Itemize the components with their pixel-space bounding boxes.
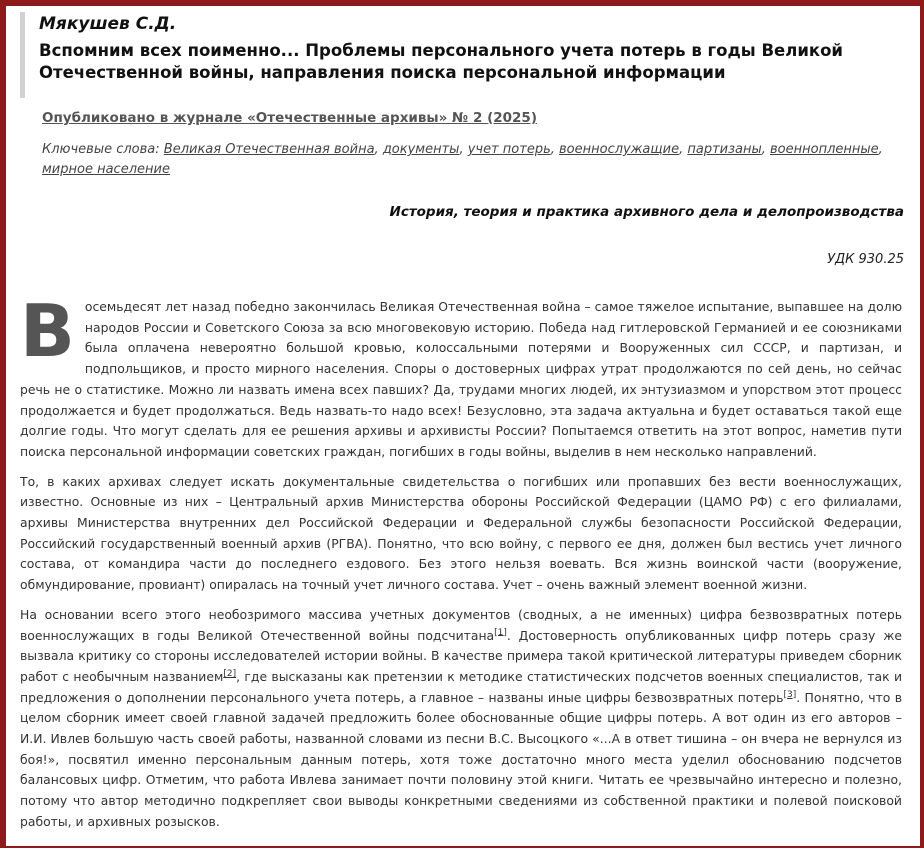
section-heading: История, теория и практика архивного дела и делопроизводства [389, 204, 904, 220]
footnote-ref[interactable] [783, 690, 796, 700]
article-title: Вспомним всех поименно... Проблемы персонального учета потерь в годы Великой Отечественной войны, направления поиска персональной информации [39, 41, 843, 82]
paragraph-text: осемьдесят лет назад победно закончилась Великая Отечественная война – самое тяжелое испытание, выпавшее на долю народов России и Советского Союза за всю многовековую историю. Победа над гитлеровской Германией и ее союзниками была оплачена невероятно большой кровью, колоссальными потерями и Вооруженных сил СССР, и партизан, и подпольщиков, и просто мирного населения. Споры о достоверных цифрах утрат продолжаются по сей день, но сейчас речь не о статистике. Можно ли назвать имена всех павших? Да, трудами многих людей, их энтузиазмом и упорством этот процесс продолжается и будет продолжаться. Ведь назвать-то надо всех! Безусловно, эта задача актуальна и будет оставаться такой еще долгие годы. Что могут сделать для ее решения архивы и архивисты России? Попытаемся ответить на этот вопрос, наметив пути поиска персональной информации советских граждан, погибших в годы войны, выделив в нем несколько направлений. [20, 299, 902, 459]
footnote-link[interactable]: [1] [494, 627, 507, 638]
paragraph-text: . Понятно, что в целом сборник имеет своей главной задачей предложить более обоснованные общие цифры потерь. А вот один из его авторов – И.И. Ивлев большую часть своей работы, названной словами из песни В.С. Высоцкого «...А в ответ тишина – он вчера не вернулся из боя!», посвятил именно персональным данным потерь, хотя тоже достаточно много места уделил обоснованию подсчетов балансовых цифр. Отметим, что работа Ивлева занимает почти половину этой книги. Читать ее чрезвычайно интересно и полезно, потому что автор методично подкрепляет свои выводы конкретными сведениями из собственной практики и полевой поисковой работы, и архивных розысков. [20, 689, 902, 829]
footnote-ref[interactable] [494, 627, 507, 637]
keyword-link[interactable]: партизаны [687, 142, 762, 157]
paragraph-text: , где высказаны как претензии к методике статистических подсчетов военных специалистов, так и предложения о дополнении персонального учета потерь, а главное – названы иные цифры безвозвратных потерь [20, 668, 902, 705]
footnote-ref[interactable] [223, 669, 236, 679]
footnote-link[interactable]: [3] [783, 689, 797, 700]
article-header [20, 12, 900, 98]
udk-code: УДК 930.25 [827, 252, 904, 267]
paragraph-2: То, в каких архивах следует искать документальные свидетельства о погибших или пропавших без вести военнослужащих, известно. Основные из них – Центральный архив Министерства обороны Российской Федерации (ЦАМО РФ) с его филиалами, архивы Министерства внутренних дел Российской Федерации и Федеральной службы безопасности Российской Федерации, Российский государственный военный архив (РГВА). Понятно, что всю войну, с первого ее дня, должен был вестись учет личного состава, от командира части до последнего ездового. Без этого нельзя воевать. Вся жизнь воинской части (вооружение, обмундирование, провиант) опиралась на точный учет личного состава. Учет – очень важный элемент военной жизни. [20, 473, 902, 593]
keywords: Ключевые слова: Великая Отечественная война, документы, учет потерь, военнослужащие, партизаны, военнопленные, мирное население [42, 142, 883, 177]
keyword-link[interactable]: учет потерь [467, 142, 551, 157]
journal-link[interactable]: Опубликовано в журнале «Отечественные архивы» № 2 (2025) [42, 110, 537, 126]
keyword-link[interactable]: Великая Отечественная война [163, 142, 375, 157]
footnote-link[interactable]: [2] [223, 668, 237, 679]
paragraph-1 [20, 289, 902, 463]
article-body [20, 289, 902, 842]
author-name: Мякушев С.Д. [39, 14, 177, 34]
keyword-link[interactable]: военнопленные [770, 142, 879, 157]
keywords-label: Ключевые слова: [42, 142, 160, 157]
keyword-link[interactable]: документы [382, 142, 460, 157]
paragraph-text: . Достоверность опубликованных цифр потерь сразу же вызвала критику со стороны исследователей истории войны. В качестве примера такой критической литературы приведем сборник работ с необычным названием [20, 627, 902, 684]
drop-cap: В [20, 289, 75, 373]
paragraph-text: На основании всего этого необозримого массива учетных документов (сводных, а не именных) цифра безвозвратных потерь военнослужащих в годы Великой Отечественной войны подсчитана [20, 606, 902, 643]
keyword-link[interactable]: мирное население [42, 162, 170, 177]
keyword-link[interactable]: военнослужащие [559, 142, 680, 157]
paragraph-3 [20, 605, 902, 833]
